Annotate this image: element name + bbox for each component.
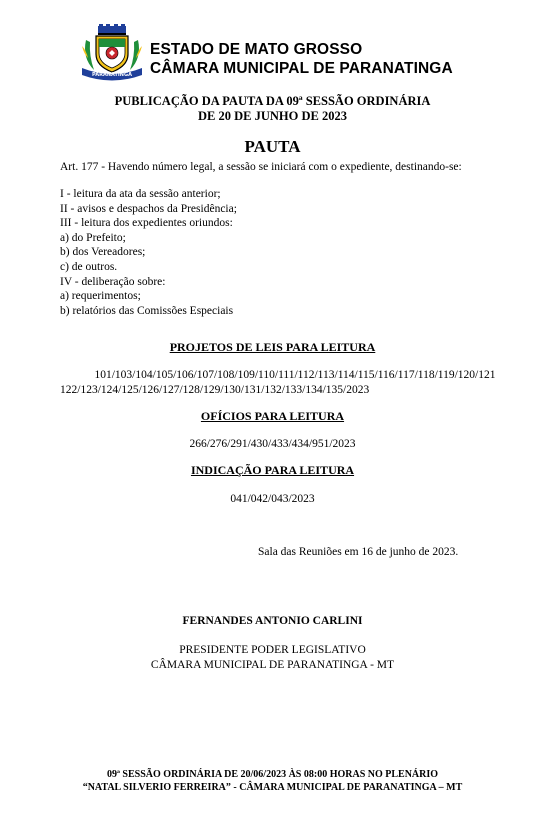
publication-title-line1: PUBLICAÇÃO DA PAUTA DA 09ª SESSÃO ORDINÁRIA xyxy=(114,94,431,108)
projetos-list xyxy=(60,368,530,397)
crown-icon xyxy=(98,24,126,35)
list-item: I - leitura da ata da sessão anterior; xyxy=(60,188,221,200)
oficios-list: 266/276/291/430/433/434/951/2023 xyxy=(189,438,356,450)
list-item: a) requerimentos; xyxy=(60,290,141,303)
publication-title xyxy=(0,94,545,124)
projetos-section-title: PROJETOS DE LEIS PARA LEITURA xyxy=(169,340,376,354)
footer-line1: 09ª SESSÃO ORDINÁRIA DE 20/06/2023 ÀS 08:00 HORAS NO PLENÁRIO xyxy=(106,769,439,780)
closing-date-line: Sala das Reuniões em 16 de junho de 2023. xyxy=(258,546,459,558)
footer-line2: “NATAL SILVERIO FERREIRA” - CÂMARA MUNICIPAL DE PARANATINGA – MT xyxy=(82,782,463,793)
projetos-line1: 101/103/104/105/106/107/108/109/110/111/112/113/114/115/116/117/118/119/120/121 xyxy=(94,369,496,381)
list-item: a) do Prefeito; xyxy=(60,231,126,244)
state-name: ESTADO DE MATO GROSSO xyxy=(150,41,363,58)
municipal-coat-of-arms-logo xyxy=(80,24,144,82)
list-item: III - leitura dos expedientes oriundos: xyxy=(60,217,233,230)
list-item: c) de outros. xyxy=(60,260,118,273)
article-177-text: Art. 177 - Havendo número legal, a sessão se iniciará com o expediente, destinando-se: xyxy=(60,161,462,173)
list-item: b) relatórios das Comissões Especiais xyxy=(60,304,234,317)
list-item: b) dos Vereadores; xyxy=(60,246,146,259)
list-item: II - avisos e despachos da Presidência; xyxy=(60,202,237,215)
signer-role-line2: CÂMARA MUNICIPAL DE PARANATINGA - MT xyxy=(150,658,395,671)
indicacao-list: 041/042/043/2023 xyxy=(230,493,315,505)
signer-role xyxy=(0,643,545,672)
svg-text:PARANATINGA: PARANATINGA xyxy=(92,72,132,78)
publication-title-line2: DE 20 DE JUNHO DE 2023 xyxy=(198,109,347,123)
pauta-title: PAUTA xyxy=(244,137,301,156)
indicacao-section-title: INDICAÇÃO PARA LEITURA xyxy=(190,463,355,477)
agenda-items-list xyxy=(60,187,237,318)
signer-name: FERNANDES ANTONIO CARLINI xyxy=(182,615,363,627)
page-footer xyxy=(0,768,545,794)
projetos-line2: 122/123/124/125/126/127/128/129/130/131/132/133/134/135/2023 xyxy=(60,383,370,396)
chamber-name: CÂMARA MUNICIPAL DE PARANATINGA xyxy=(150,60,453,77)
list-item: IV - deliberação sobre: xyxy=(60,275,166,288)
oficios-section-title: OFÍCIOS PARA LEITURA xyxy=(200,409,345,423)
signer-role-line1: PRESIDENTE PODER LEGISLATIVO xyxy=(179,644,366,656)
shield-icon xyxy=(96,36,128,72)
document-header xyxy=(150,40,453,78)
